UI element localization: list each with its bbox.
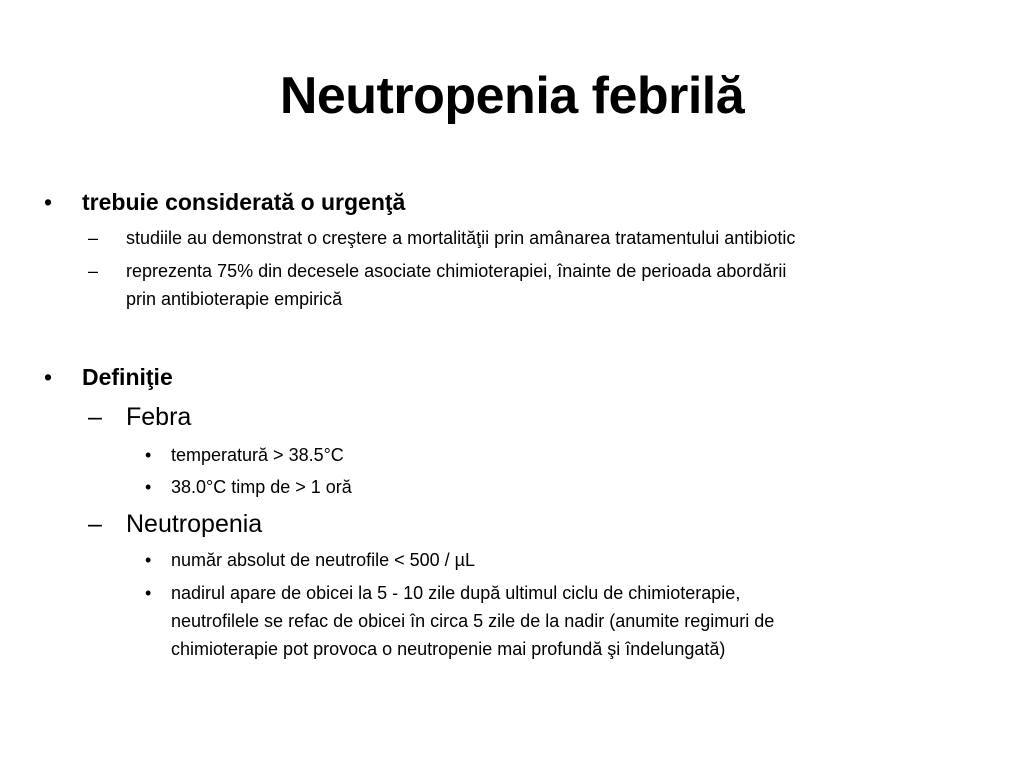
bullet-urgency xyxy=(44,188,406,216)
dash-marker: – xyxy=(88,261,99,281)
bullet-marker: • xyxy=(145,550,152,570)
sub-item-mortality-text: studiile au demonstrat o creştere a mortalităţii prin amânarea tratamentului antibiotic xyxy=(126,228,796,248)
slide-title: Neutropenia febrilă xyxy=(279,67,745,125)
bullet-marker: • xyxy=(44,189,53,215)
item-nadir-line-2: neutrofilele se refac de obicei în circa 5 zile de la nadir (anumite regimuri de xyxy=(171,611,775,631)
bullet-marker: • xyxy=(145,445,152,465)
bullet-marker: • xyxy=(44,364,53,390)
dash-marker: – xyxy=(88,228,99,248)
sub-heading-neutropenia xyxy=(88,509,263,539)
bullet-definition xyxy=(44,363,173,391)
item-temperature-text: temperatură > 38.5°C xyxy=(171,445,344,465)
bullet-marker: • xyxy=(145,477,152,497)
bullet-definition-text: Definiţie xyxy=(82,364,173,390)
item-duration xyxy=(145,473,352,501)
sub-heading-febra-text: Febra xyxy=(126,403,192,431)
sub-item-deaths-line-1: reprezenta 75% din decesele asociate chimioterapiei, înainte de perioada abordării xyxy=(126,261,787,281)
dash-marker: – xyxy=(88,510,102,538)
item-nadir-line-1: nadirul apare de obicei la 5 - 10 zile după ultimul ciclu de chimioterapie, xyxy=(171,583,741,603)
dash-marker: – xyxy=(88,403,102,431)
sub-heading-neutropenia-text: Neutropenia xyxy=(126,510,263,538)
bullet-urgency-text: trebuie considerată o urgenţă xyxy=(82,189,406,215)
item-neutrophil-count-text: număr absolut de neutrofile < 500 / µL xyxy=(171,550,476,570)
sub-item-deaths-line-2: prin antibioterapie empirică xyxy=(126,289,343,309)
bullet-marker: • xyxy=(145,583,152,603)
item-nadir-line-3: chimioterapie pot provoca o neutropenie mai profundă şi îndelungată) xyxy=(171,639,726,659)
sub-heading-febra xyxy=(88,402,192,432)
item-temperature xyxy=(145,441,344,469)
item-duration-text: 38.0°C timp de > 1 oră xyxy=(171,477,352,497)
sub-item-mortality xyxy=(88,224,796,252)
item-neutrophil-count xyxy=(145,546,476,574)
item-nadir xyxy=(145,579,775,663)
sub-item-deaths xyxy=(88,257,787,313)
